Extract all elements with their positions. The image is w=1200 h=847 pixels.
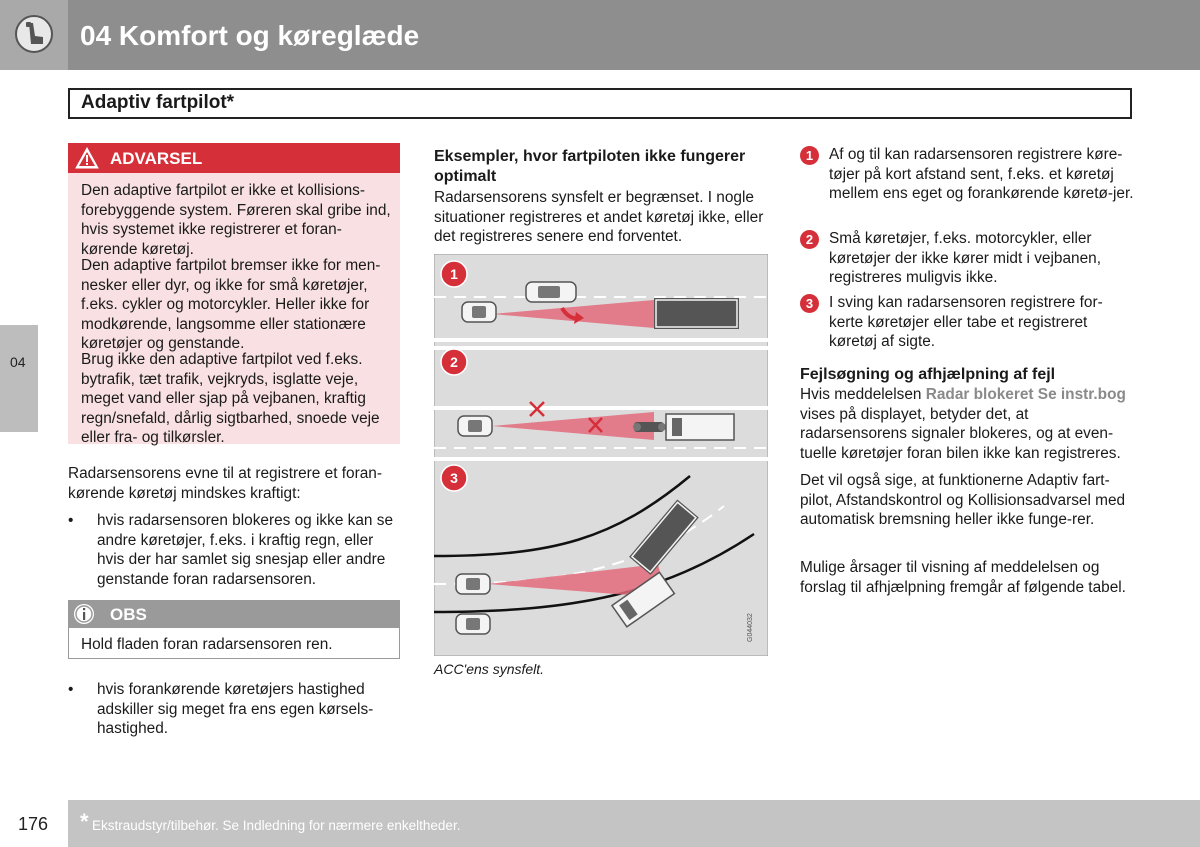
figure-marker-1 [441, 261, 467, 287]
troubleshooting-heading: Fejlsøgning og afhjælpning af fejl [800, 366, 1056, 383]
list-item [68, 511, 403, 591]
figure-code: G044032 [747, 613, 754, 642]
item-number-badge: 2 [800, 230, 819, 249]
panel-divider [434, 346, 768, 350]
figure-marker-2 [441, 349, 467, 375]
list-item-text: hvis forankørende køretøjers hastighed adskiller sig meget fra ens egen kørsels-hastighed. [97, 681, 374, 737]
list-item-text: hvis radarsensoren blokeres og ikke kan se andre køretøjer, f.eks. i kraftig regn, eller hvis der har samlet sig snesjap eller andre genstande foran radarsensoren. [97, 512, 393, 588]
figure-marker-label: 1 [450, 266, 458, 282]
troubleshooting-paragraph-2: Det vil også sige, at funktionerne Adaptiv fart-pilot, Afstandskontrol og Kollisionsadvarsel med automatisk bremsning heller ikke funge-rer. [800, 472, 1126, 528]
truck-icon [654, 298, 739, 329]
figure-marker-label: 2 [450, 354, 458, 370]
page-number: 176 [18, 814, 49, 834]
warning-paragraph-3: Brug ikke den adaptive fartpilot ved f.eks. bytrafik, tæt trafik, vejkryds, isglatte veje, meget vand eller sjap på vejbanen, kraftig regn/snefald, dårlig sigtbarhed, snoede veje eller fra- og tilkørsler. [81, 351, 380, 446]
truck-icon [666, 414, 734, 440]
panel-divider [434, 457, 768, 461]
warning-paragraph-1: Den adaptive fartpilot er ikke et kollisions-forebyggende system. Føreren skal gribe ind, hvis systemet ikke registrerer et foran-kørende køretøj. [81, 182, 391, 258]
section-title: Adaptiv fartpilot* [81, 92, 235, 113]
car-seat-icon [14, 14, 54, 54]
warning-label: ADVARSEL [110, 149, 203, 168]
vehicle-icon [458, 416, 492, 436]
footnote-text: Ekstraudstyr/tilbehør. Se Indledning for nærmere enkeltheder. [92, 818, 461, 833]
item-number-badge: 1 [800, 146, 819, 165]
troubleshooting-paragraph-3: Mulige årsager til visning af meddelelsen og forslag til afhjælpning fremgår af følgende tabel. [800, 559, 1126, 596]
vehicle-icon [456, 614, 490, 634]
examples-heading: Eksempler, hvor fartpiloten ikke fungerer optimalt [434, 148, 746, 185]
info-circle-icon [73, 603, 95, 625]
vehicle-icon [526, 282, 576, 302]
explanation-item-3: I sving kan radarsensoren registrere for-kerte køretøjer eller tabe et registreret køretøj af sigte. [829, 294, 1103, 350]
bullet-marker: • [68, 512, 74, 529]
paragraph-text: vises på displayet, betyder det, at radarsensorens signaler blokeres, og at even-tuelle køretøjer foran bilen ikke kan registreres. [800, 405, 1121, 462]
vehicle-icon [462, 302, 496, 322]
chapter-side-tab [0, 325, 38, 432]
note-text: Hold fladen foran radarsensoren ren. [81, 636, 333, 653]
acc-field-of-view-illustration [434, 254, 768, 656]
note-label: OBS [110, 605, 147, 624]
examples-intro: Radarsensorens synsfelt er begrænset. I nogle situationer registreres et andet køretøj ikke, eller det registreres senere end forventet. [434, 189, 764, 245]
item-number-badge: 3 [800, 294, 819, 313]
explanation-item-1: Af og til kan radarsensoren registrere køre-tøjer på kort afstand sent, f.eks. et køretøj mellem ens eget og forankørende køretø-jer. [829, 146, 1134, 202]
troubleshooting-paragraph-1 [800, 385, 1135, 463]
footnote-star: * [80, 809, 89, 834]
list-item [68, 680, 403, 740]
warning-triangle-icon [74, 146, 100, 170]
warning-paragraph-2: Den adaptive fartpilot bremser ikke for men-nesker eller dyr, og ikke for små køretøjer, f.eks. cykler og motorcykler. Heller ikke for modkørende, langsomme eller stationære køretøjer og genstande. [81, 257, 381, 352]
paragraph-text: Hvis meddelelsen [800, 386, 926, 403]
explanation-item-2: Små køretøjer, f.eks. motorcykler, eller køretøjer der ikke kører midt i vejbanen, registreres muligvis ikke. [829, 230, 1101, 286]
chapter-side-tab-label: 04 [10, 354, 26, 370]
radar-limitation-intro: Radarsensorens evne til at registrere et foran-kørende køretøj mindskes kraftigt: [68, 465, 382, 502]
figure-marker-label: 3 [450, 470, 458, 486]
bullet-marker: • [68, 681, 74, 698]
display-message-highlight: Radar blokeret Se instr.bog [925, 386, 1126, 403]
motorcycle-icon [633, 422, 666, 432]
vehicle-icon [456, 574, 490, 594]
figure-marker-3 [441, 465, 467, 491]
chapter-title: 04 Komfort og køreglæde [80, 20, 420, 51]
figure-caption: ACC'ens synsfelt. [434, 661, 545, 677]
